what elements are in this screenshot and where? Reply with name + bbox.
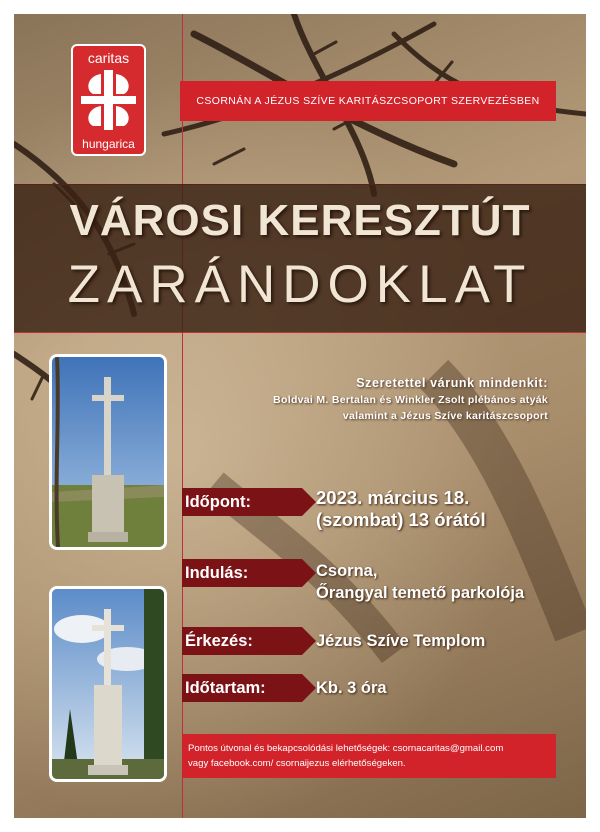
value-departure-line-2: Őrangyal temető parkolója	[316, 584, 525, 602]
value-duration	[316, 677, 387, 699]
caritas-hungarica-logo	[71, 44, 146, 156]
label-time: Időpont:	[182, 488, 302, 516]
organizer-banner	[180, 81, 556, 121]
welcome-line-1: Boldvai M. Bertalan és Winkler Zsolt plébános atyák	[273, 394, 548, 406]
welcome-line-2: valamint a Jézus Szíve karitászcsoport	[342, 410, 548, 422]
value-arrival	[316, 630, 485, 652]
value-time	[316, 487, 486, 531]
caritas-cross-icon	[81, 70, 136, 130]
wayside-cross-photo-1	[49, 354, 167, 550]
label-arrival: Érkezés:	[182, 627, 302, 655]
value-time-line-2: (szombat) 13 órától	[316, 509, 486, 530]
contact-footer	[182, 734, 556, 778]
logo-top-text: caritas	[87, 50, 130, 66]
footer-line-1: Pontos útvonal és bekapcsolódási lehetőségek: csornacaritas@gmail.com	[188, 743, 504, 754]
value-time-line-1: 2023. március 18.	[316, 487, 470, 508]
horizontal-red-rule-bottom	[14, 332, 586, 333]
poster	[14, 14, 586, 818]
wayside-cross-photo-2	[49, 586, 167, 782]
title-line-1: VÁROSI KERESZTÚT	[69, 196, 531, 245]
welcome-heading: Szeretettel várunk mindenkit:	[356, 376, 548, 390]
value-duration-line-1: Kb. 3 óra	[316, 679, 387, 697]
value-arrival-line-1: Jézus Szíve Templom	[316, 632, 486, 650]
organizer-text: CSORNÁN A JÉZUS SZÍVE KARITÁSZCSOPORT SZERVEZÉSBEN	[196, 95, 540, 107]
title-line-2: ZARÁNDOKLAT	[67, 255, 533, 314]
value-departure	[316, 560, 524, 604]
label-departure: Indulás:	[182, 559, 302, 587]
logo-bottom-text: hungarica	[82, 137, 135, 151]
welcome-text	[194, 376, 548, 422]
label-duration: Időtartam:	[182, 674, 302, 702]
value-departure-line-1: Csorna,	[316, 562, 378, 580]
footer-line-2: vagy facebook.com/ csornaijezus elérhetőségeken.	[188, 758, 406, 769]
